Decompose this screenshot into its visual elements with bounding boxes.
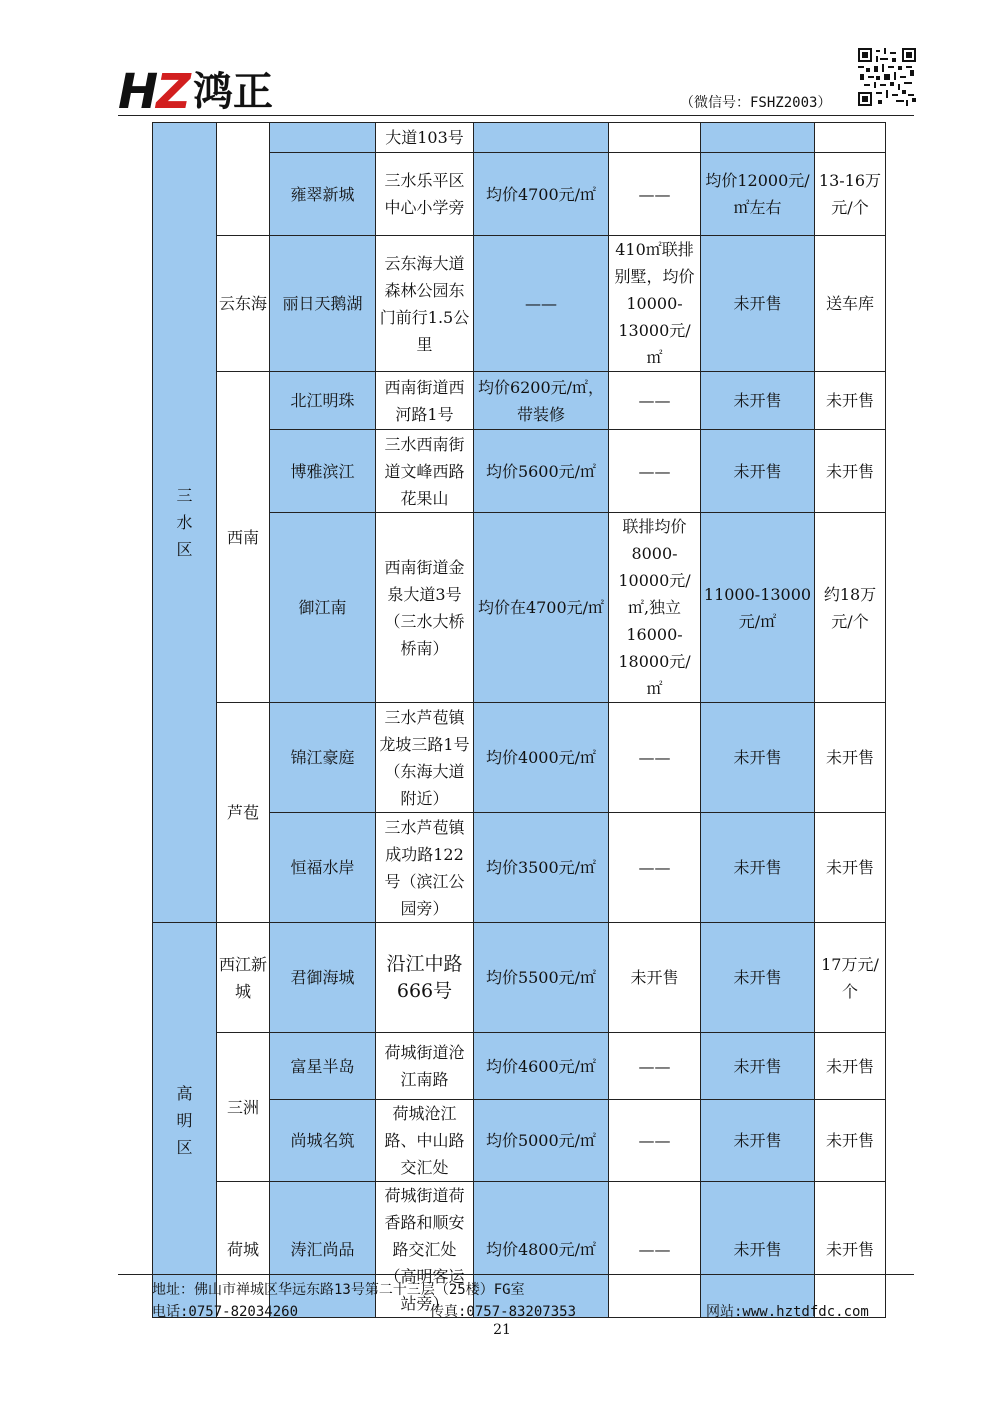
column5-cell: 均价12000元/㎡左右 [701,153,815,236]
column6-cell: 送车库 [815,236,886,372]
villa-cell: —— [609,813,701,923]
footer-telephone: 电话:0757-82034260 [152,1304,299,1320]
project-name-cell: 尚城名筑 [270,1100,376,1182]
area-cell: 荷城 [217,1182,270,1318]
villa-cell: —— [609,372,701,430]
footer-website: 网站:www.hztdfdc.com [706,1304,869,1320]
price-cell: 均价5600元/㎡ [474,430,609,513]
column6-cell: 未开售 [815,813,886,923]
project-name-cell: 锦江豪庭 [270,703,376,813]
price-cell [474,123,609,153]
project-name-cell: 君御海城 [270,923,376,1033]
company-logo [118,64,273,120]
address-cell: 云东海大道森林公园东门前行1.5公里 [376,236,474,372]
address-cell: 三水乐平区中心小学旁 [376,153,474,236]
project-name-cell: 博雅滨江 [270,430,376,513]
column5-cell: 未开售 [701,1100,815,1182]
column5-cell: 未开售 [701,430,815,513]
column6-cell: 17万元/个 [815,923,886,1033]
table-row [153,236,886,372]
project-name-cell: 涛汇尚品 [270,1182,376,1318]
footer-address: 地址：佛山市禅城区华远东路13号第二十三层（25楼）FG室 [152,1282,525,1298]
column5-cell: 11000-13000元/㎡ [701,513,815,703]
table-row [153,923,886,1033]
footer-divider [118,1274,914,1275]
column6-cell [815,123,886,153]
district-cell-gaoming: 高 明 区 [153,923,217,1318]
column5-cell: 未开售 [701,1182,815,1318]
project-name-cell: 富星半岛 [270,1033,376,1100]
address-cell: 西南街道金泉大道3号（三水大桥桥南） [376,513,474,703]
villa-cell: —— [609,1033,701,1100]
table-row [153,372,886,430]
villa-cell: —— [609,703,701,813]
address-cell: 大道103号 [376,123,474,153]
column6-cell: 未开售 [815,372,886,430]
column5-cell: 未开售 [701,703,815,813]
table-row [153,123,886,153]
villa-cell: —— [609,1182,701,1318]
column6-cell: 未开售 [815,703,886,813]
address-cell: 荷城街道荷香路和顺安路交汇处（高明客运站旁） [376,1182,474,1318]
logo-letter-z: Z [156,64,189,120]
project-name-cell: 北江明珠 [270,372,376,430]
area-cell: 云东海 [217,236,270,372]
wechat-id: （微信号：FSHZ2003） [680,95,832,111]
column5-cell: 未开售 [701,372,815,430]
header-divider [118,115,914,116]
project-name-cell [270,123,376,153]
price-cell: 均价4000元/㎡ [474,703,609,813]
area-cell: 三洲 [217,1033,270,1182]
area-cell: 芦苞 [217,703,270,923]
page-header [0,0,1004,118]
address-cell: 西南街道西河路1号 [376,372,474,430]
area-cell: 西南 [217,372,270,703]
area-cell [217,123,270,236]
table-row [153,703,886,813]
column6-cell: 13-16万元/个 [815,153,886,236]
price-cell: 均价4800元/㎡ [474,1182,609,1318]
villa-cell: —— [609,430,701,513]
district-cell-sanshui: 三 水 区 [153,123,217,923]
address-cell: 荷城街道沧江南路 [376,1033,474,1100]
price-cell: 均价4700元/㎡ [474,153,609,236]
column6-cell: 未开售 [815,1033,886,1100]
column6-cell: 未开售 [815,430,886,513]
address-cell: 三水芦苞镇成功路122号（滨江公园旁） [376,813,474,923]
table-row [153,1033,886,1100]
column5-cell: 未开售 [701,236,815,372]
villa-cell: —— [609,1100,701,1182]
address-cell: 荷城沧江路、中山路交汇处 [376,1100,474,1182]
villa-cell: 410㎡联排别墅，均价10000-13000元/㎡ [609,236,701,372]
address-cell: 三水芦苞镇龙坡三路1号（东海大道附近） [376,703,474,813]
column6-cell: 未开售 [815,1100,886,1182]
price-cell: 均价6200元/㎡，带装修 [474,372,609,430]
project-name-cell: 丽日天鹅湖 [270,236,376,372]
page-number: 21 [493,1322,511,1338]
column6-cell: 未开售 [815,1182,886,1318]
address-cell: 沿江中路666号 [376,923,474,1033]
price-cell: —— [474,236,609,372]
address-cell: 三水西南街道文峰西路花果山 [376,430,474,513]
price-cell: 均价在4700元/㎡ [474,513,609,703]
villa-cell: 联排均价8000-10000元/㎡,独立16000-18000元/㎡ [609,513,701,703]
villa-cell [609,123,701,153]
project-name-cell: 御江南 [270,513,376,703]
logo-letter-h: H [118,64,157,120]
property-table [152,122,886,1318]
column5-cell: 未开售 [701,813,815,923]
logo-chinese: 鸿正 [192,69,273,115]
area-cell: 西江新城 [217,923,270,1033]
villa-cell: —— [609,153,701,236]
column5-cell [701,123,815,153]
price-cell: 均价4600元/㎡ [474,1033,609,1100]
column6-cell: 约18万元/个 [815,513,886,703]
column5-cell: 未开售 [701,1033,815,1100]
footer-fax: 传真:0757-83207353 [430,1304,577,1320]
project-name-cell: 雍翠新城 [270,153,376,236]
villa-cell: 未开售 [609,923,701,1033]
qr-code-icon [858,48,916,106]
price-cell: 均价5000元/㎡ [474,1100,609,1182]
price-cell: 均价3500元/㎡ [474,813,609,923]
column5-cell: 未开售 [701,923,815,1033]
project-name-cell: 恒福水岸 [270,813,376,923]
price-cell: 均价5500元/㎡ [474,923,609,1033]
